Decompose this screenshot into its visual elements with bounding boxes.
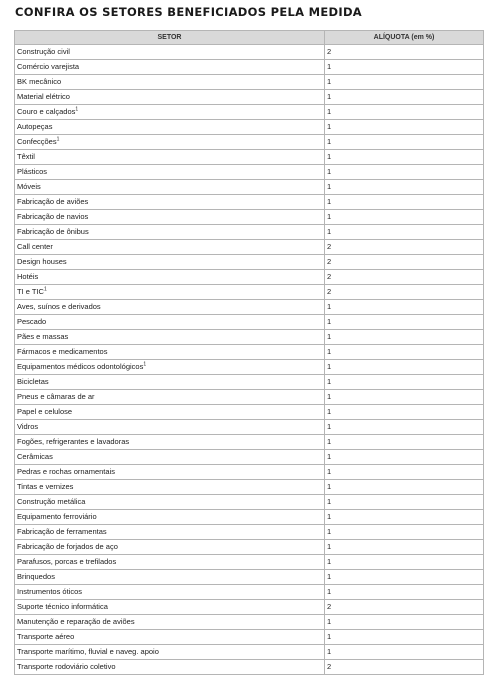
sector-name: Confecções: [17, 137, 57, 146]
sector-name: Fabricação de navios: [17, 212, 89, 221]
table-row: [15, 90, 484, 105]
table-row: [15, 315, 484, 330]
aliquota-cell: 1: [325, 570, 484, 585]
sector-name: Pedras e rochas ornamentais: [17, 467, 115, 476]
sector-name: Manutenção e reparação de aviões: [17, 617, 135, 626]
aliquota-cell: 1: [325, 495, 484, 510]
aliquota-cell: 2: [325, 240, 484, 255]
sector-cell: [15, 450, 325, 465]
sector-cell: [15, 285, 325, 300]
footnote-marker: 1: [56, 136, 60, 143]
sector-name: Fabricação de aviões: [17, 197, 89, 206]
sector-name: Fabricação de forjados de aço: [17, 542, 118, 551]
sector-name: Call center: [17, 242, 53, 251]
sector-name: Pneus e câmaras de ar: [17, 392, 95, 401]
sector-cell: [15, 105, 325, 120]
table-row: [15, 105, 484, 120]
aliquota-cell: 1: [325, 645, 484, 660]
sector-cell: [15, 435, 325, 450]
sectors-table: [14, 30, 484, 675]
table-row: [15, 300, 484, 315]
table-row: [15, 525, 484, 540]
aliquota-cell: 1: [325, 345, 484, 360]
sector-name: Equipamentos médicos odontológicos: [17, 362, 144, 371]
table-row: [15, 345, 484, 360]
aliquota-cell: 1: [325, 165, 484, 180]
sector-cell: [15, 645, 325, 660]
table-row: [15, 630, 484, 645]
table-row: [15, 75, 484, 90]
aliquota-cell: 1: [325, 390, 484, 405]
table-row: [15, 555, 484, 570]
table-row: [15, 480, 484, 495]
aliquota-cell: 1: [325, 465, 484, 480]
table-row: [15, 435, 484, 450]
sector-cell: [15, 180, 325, 195]
sector-cell: [15, 465, 325, 480]
aliquota-cell: 1: [325, 180, 484, 195]
sector-name: Transporte aéreo: [17, 632, 75, 641]
sector-cell: [15, 390, 325, 405]
aliquota-cell: 1: [325, 360, 484, 375]
sector-cell: [15, 540, 325, 555]
sector-name: Transporte marítimo, fluvial e naveg. apoio: [17, 647, 159, 656]
aliquota-cell: 1: [325, 435, 484, 450]
sector-name: Construção civil: [17, 47, 70, 56]
sector-cell: [15, 195, 325, 210]
sector-cell: [15, 375, 325, 390]
sector-name: Comércio varejista: [17, 62, 80, 71]
sector-cell: [15, 210, 325, 225]
sector-cell: [15, 225, 325, 240]
sector-name: Pães e massas: [17, 332, 69, 341]
aliquota-cell: 2: [325, 45, 484, 60]
aliquota-cell: 1: [325, 150, 484, 165]
table-row: [15, 645, 484, 660]
sector-name: Couro e calçados: [17, 107, 76, 116]
table-row: [15, 510, 484, 525]
table-row: [15, 195, 484, 210]
sector-cell: [15, 405, 325, 420]
table-row: [15, 405, 484, 420]
aliquota-cell: 1: [325, 120, 484, 135]
sector-cell: [15, 90, 325, 105]
aliquota-cell: 1: [325, 105, 484, 120]
sector-name: Plásticos: [17, 167, 48, 176]
sector-cell: [15, 480, 325, 495]
table-row: [15, 450, 484, 465]
table-row: [15, 600, 484, 615]
table-row: [15, 285, 484, 300]
table-row: [15, 330, 484, 345]
table-row: [15, 60, 484, 75]
table-row: [15, 615, 484, 630]
sector-name: Bicicletas: [17, 377, 49, 386]
sector-cell: [15, 495, 325, 510]
aliquota-cell: 1: [325, 420, 484, 435]
page-title: CONFIRA OS SETORES BENEFICIADOS PELA MEDIDA: [15, 5, 363, 19]
sector-cell: [15, 300, 325, 315]
table-row: [15, 390, 484, 405]
sector-name: Vidros: [17, 422, 39, 431]
aliquota-cell: 1: [325, 540, 484, 555]
sector-cell: [15, 660, 325, 675]
sector-cell: [15, 585, 325, 600]
sector-name: Fabricação de ferramentas: [17, 527, 107, 536]
table-row: [15, 660, 484, 675]
sector-name: Fogões, refrigerantes e lavadoras: [17, 437, 130, 446]
aliquota-cell: 1: [325, 525, 484, 540]
table-row: [15, 150, 484, 165]
table-row: [15, 120, 484, 135]
sector-cell: [15, 75, 325, 90]
table-row: [15, 570, 484, 585]
sector-cell: [15, 420, 325, 435]
aliquota-cell: 1: [325, 585, 484, 600]
sector-name: Fármacos e medicamentos: [17, 347, 108, 356]
table-row: [15, 270, 484, 285]
sector-cell: [15, 255, 325, 270]
sector-name: Papel e celulose: [17, 407, 73, 416]
sector-name: Aves, suínos e derivados: [17, 302, 101, 311]
aliquota-cell: 1: [325, 405, 484, 420]
table-row: [15, 495, 484, 510]
aliquota-cell: 2: [325, 660, 484, 675]
aliquota-cell: 1: [325, 195, 484, 210]
aliquota-cell: 1: [325, 210, 484, 225]
sector-name: Equipamento ferroviário: [17, 512, 97, 521]
sector-cell: [15, 135, 325, 150]
table-row: [15, 360, 484, 375]
sector-cell: [15, 60, 325, 75]
sector-cell: [15, 570, 325, 585]
sector-cell: [15, 330, 325, 345]
table-row: [15, 465, 484, 480]
sector-name: Fabricação de ônibus: [17, 227, 89, 236]
sector-name: Transporte rodoviário coletivo: [17, 662, 116, 671]
table-row: [15, 375, 484, 390]
sector-cell: [15, 615, 325, 630]
footnote-marker: 1: [43, 286, 47, 293]
aliquota-cell: 1: [325, 90, 484, 105]
sector-cell: [15, 45, 325, 60]
sector-cell: [15, 345, 325, 360]
sector-name: BK mecânico: [17, 77, 62, 86]
sector-cell: [15, 150, 325, 165]
sector-name: Autopeças: [17, 122, 53, 131]
column-header-aliquota: ALÍQUOTA (em %): [325, 31, 484, 45]
table-row: [15, 165, 484, 180]
aliquota-cell: 1: [325, 300, 484, 315]
sector-cell: [15, 525, 325, 540]
table-row: [15, 255, 484, 270]
table-header-row: [15, 31, 484, 45]
sector-name: Instrumentos óticos: [17, 587, 83, 596]
sector-name: Tintas e vernizes: [17, 482, 74, 491]
sector-cell: [15, 510, 325, 525]
sector-cell: [15, 270, 325, 285]
table-row: [15, 420, 484, 435]
aliquota-cell: 1: [325, 555, 484, 570]
sector-cell: [15, 120, 325, 135]
aliquota-cell: 2: [325, 255, 484, 270]
table-body: [15, 45, 484, 675]
aliquota-cell: 2: [325, 285, 484, 300]
table-row: [15, 240, 484, 255]
table-row: [15, 45, 484, 60]
aliquota-cell: 1: [325, 135, 484, 150]
table-row: [15, 135, 484, 150]
sector-cell: [15, 360, 325, 375]
aliquota-cell: 1: [325, 60, 484, 75]
table-row: [15, 180, 484, 195]
aliquota-cell: 1: [325, 630, 484, 645]
aliquota-cell: 1: [325, 450, 484, 465]
sector-name: Hotéis: [17, 272, 39, 281]
sector-name: TI e TIC: [17, 287, 44, 296]
sector-name: Brinquedos: [17, 572, 55, 581]
sector-cell: [15, 600, 325, 615]
sector-name: Construção metálica: [17, 497, 86, 506]
footnote-marker: 1: [75, 106, 79, 113]
sector-name: Cerâmicas: [17, 452, 53, 461]
table-row: [15, 225, 484, 240]
sector-name: Pescado: [17, 317, 47, 326]
sector-cell: [15, 240, 325, 255]
sector-cell: [15, 630, 325, 645]
table-row: [15, 210, 484, 225]
aliquota-cell: 1: [325, 330, 484, 345]
footnote-marker: 1: [143, 361, 147, 368]
sector-cell: [15, 315, 325, 330]
aliquota-cell: 1: [325, 75, 484, 90]
sector-name: Design houses: [17, 257, 67, 266]
sector-name: Material elétrico: [17, 92, 70, 101]
sector-name: Suporte técnico informática: [17, 602, 108, 611]
table-row: [15, 540, 484, 555]
aliquota-cell: 1: [325, 510, 484, 525]
sector-cell: [15, 555, 325, 570]
aliquota-cell: 2: [325, 600, 484, 615]
aliquota-cell: 1: [325, 615, 484, 630]
sector-name: Móveis: [17, 182, 41, 191]
aliquota-cell: 2: [325, 270, 484, 285]
sector-cell: [15, 165, 325, 180]
aliquota-cell: 1: [325, 480, 484, 495]
aliquota-cell: 1: [325, 225, 484, 240]
aliquota-cell: 1: [325, 315, 484, 330]
sector-name: Parafusos, porcas e trefilados: [17, 557, 117, 566]
column-header-setor: SETOR: [15, 31, 325, 45]
aliquota-cell: 1: [325, 375, 484, 390]
table-row: [15, 585, 484, 600]
sector-name: Têxtil: [17, 152, 35, 161]
